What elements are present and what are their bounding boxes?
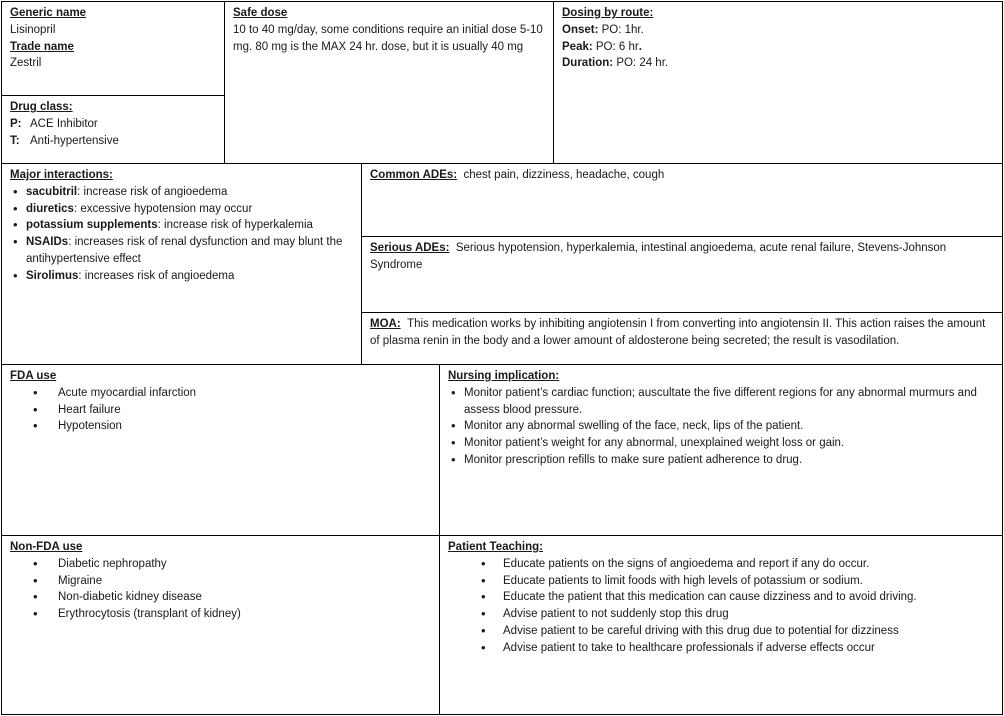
interaction-item: • sacubitril: increase risk of angioedema	[10, 184, 353, 201]
patient-teaching-item: • Educate patients on the signs of angioedema and report if any do occur.	[456, 556, 994, 573]
nursing-implication-item: • Monitor patient’s weight for any abnormal, unexplained weight loss or gain.	[448, 435, 994, 452]
trade-name-label: Trade name	[10, 40, 74, 53]
serious-ades-text: Serious hypotension, hyperkalemia, intestinal angioedema, acute renal failure, Stevens-Johnson Syndrome	[370, 242, 947, 271]
pharmacologic-class-label: P:	[10, 117, 22, 130]
common-ades-cell	[361, 163, 1003, 237]
drug-class-cell	[1, 95, 225, 164]
interactions-label: Major interactions:	[10, 169, 113, 181]
generic-trade-cell	[1, 1, 225, 96]
safe-dose-text: 10 to 40 mg/day, some conditions require an initial dose 5-10 mg. 80 mg is the MAX 24 hr. dose, but it is usually 40 mg	[233, 23, 543, 53]
nursing-implication-label: Nursing implication:	[448, 370, 560, 382]
nursing-implication-item: • Monitor any abnormal swelling of the face, neck, lips of the patient.	[448, 418, 994, 435]
onset-label: Onset:	[562, 23, 599, 36]
onset-value: PO: 1hr.	[601, 23, 644, 36]
serious-ades-cell	[361, 236, 1003, 313]
generic-name-value: Lisinopril	[10, 23, 56, 36]
duration-label: Duration:	[562, 57, 614, 70]
nursing-implication-cell	[439, 364, 1003, 536]
moa-cell	[361, 312, 1003, 365]
non-fda-use-item: • Non-diabetic kidney disease	[10, 589, 431, 606]
fda-use-cell	[1, 364, 440, 536]
peak-value: PO: 6 hr	[595, 40, 639, 53]
interaction-item: • Sirolimus: increases risk of angioedema	[10, 268, 353, 285]
interaction-item: • NSAIDs: increases risk of renal dysfunction and may blunt the antihypertensive effect	[10, 234, 353, 268]
patient-teaching-item: • Advise patient to not suddenly stop this drug	[456, 606, 994, 623]
patient-teaching-item: • Advise patient to be careful driving with this drug due to potential for dizziness	[456, 623, 994, 640]
patient-teaching-cell	[439, 535, 1003, 715]
moa-text: This medication works by inhibiting angiotensin I from converting into angiotensin II. This action raises the amount of plasma renin in the body and a lower amount of aldosterone being secreted; the result is vasodilation.	[370, 318, 986, 347]
safe-dose-cell	[224, 1, 554, 164]
fda-use-item: • Heart failure	[10, 402, 431, 419]
dosing-route-cell: Dosing by route: Onset: PO: 1hr. Peak: PO: 6 hr. Duration: PO: 24 hr.	[553, 1, 1003, 164]
fda-use-item: • Acute myocardial infarction	[10, 385, 431, 402]
fda-use-label: FDA use	[10, 370, 57, 382]
interactions-list	[10, 184, 353, 285]
non-fda-use-cell	[1, 535, 440, 715]
nursing-implication-item: • Monitor prescription refills to make sure patient adherence to drug.	[448, 452, 994, 469]
generic-name-label: Generic name	[10, 7, 87, 19]
common-ades-label: Common ADEs:	[370, 169, 458, 181]
moa-label: MOA:	[370, 318, 401, 330]
interaction-item: • diuretics: excessive hypotension may occur	[10, 201, 353, 218]
therapeutic-class-value: Anti-hypertensive	[30, 134, 119, 147]
common-ades-text: chest pain, dizziness, headache, cough	[463, 169, 665, 181]
non-fda-use-item: • Diabetic nephropathy	[10, 556, 431, 573]
nursing-implication-item: • Monitor patient’s cardiac function; auscultate the five different regions for any abnormal murmurs and assess blood pressure.	[448, 385, 994, 419]
patient-teaching-label: Patient Teaching:	[448, 541, 543, 553]
patient-teaching-item: • Educate patients to limit foods with high levels of potassium or sodium.	[456, 573, 994, 590]
fda-use-list	[10, 385, 431, 435]
patient-teaching-list	[448, 556, 994, 657]
interaction-item: • potassium supplements: increase risk of hyperkalemia	[10, 217, 353, 234]
duration-value: PO: 24 hr.	[616, 57, 669, 70]
peak-label: Peak:	[562, 40, 593, 53]
therapeutic-class-label: T:	[10, 134, 20, 147]
fda-use-item: • Hypotension	[10, 418, 431, 435]
nursing-implication-list	[448, 385, 994, 469]
patient-teaching-item: • Educate the patient that this medication can cause dizziness and to avoid driving.	[456, 589, 994, 606]
non-fda-use-list	[10, 556, 431, 623]
non-fda-use-item: • Migraine	[10, 573, 431, 590]
interactions-cell	[1, 163, 362, 365]
non-fda-use-label: Non-FDA use	[10, 541, 83, 553]
dosing-route-label: Dosing by route:	[562, 7, 654, 19]
trade-name-value: Zestril	[10, 57, 42, 70]
non-fda-use-item: • Erythrocytosis (transplant of kidney)	[10, 606, 431, 623]
safe-dose-label: Safe dose	[233, 7, 288, 19]
serious-ades-label: Serious ADEs:	[370, 242, 450, 254]
pharmacologic-class-value: ACE Inhibitor	[30, 117, 98, 130]
patient-teaching-item: • Advise patient to take to healthcare professionals if adverse effects occur	[456, 640, 994, 657]
drug-class-label: Drug class:	[10, 101, 73, 113]
